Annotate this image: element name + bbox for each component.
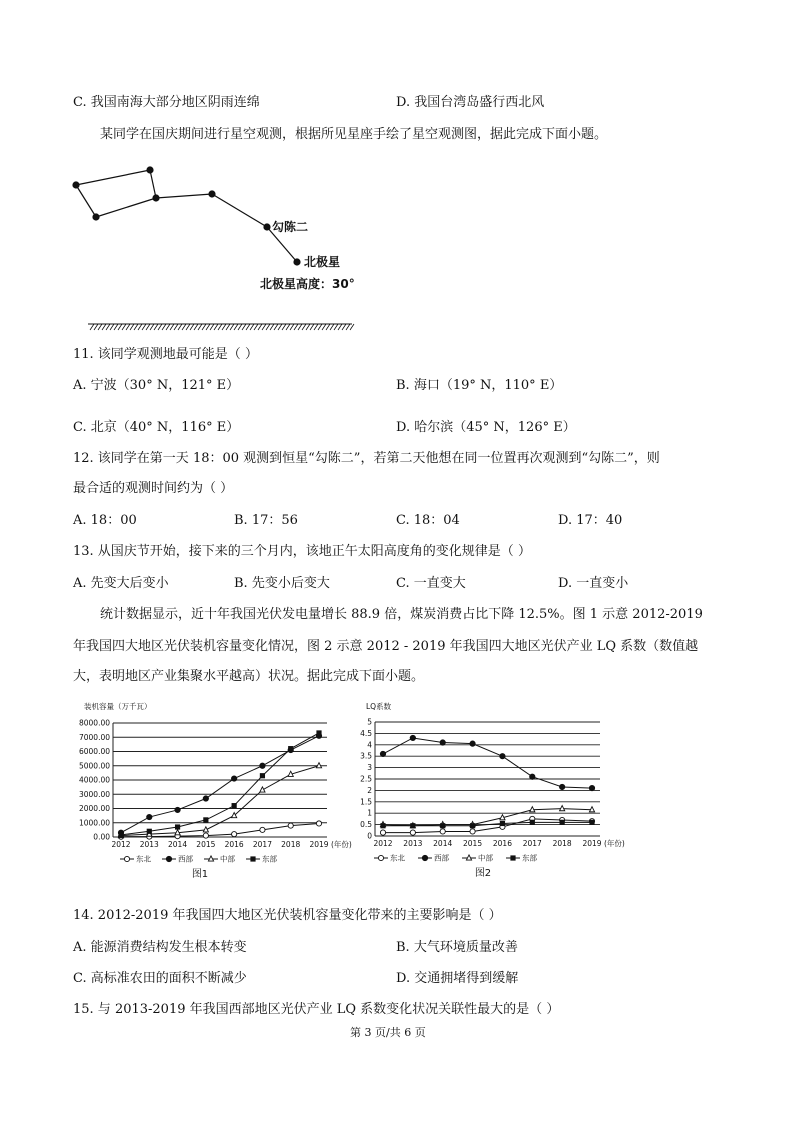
figure-caption: 图1 [191,869,209,880]
q13-stem: 13. 从国庆节开始，接下来的三个月内，该地正午太阳高度角的变化规律是（ ） [73,544,531,559]
q13-option-c: C. 一直变大 [396,576,466,591]
legend-item [246,854,277,864]
hatch-mark [150,324,154,330]
hatch-mark [318,324,322,330]
hatch-mark [102,324,106,330]
data-point [560,806,565,811]
x-tick-label: 2016 [224,840,244,849]
star-dot-gouchener [264,224,270,230]
hatch-mark [226,324,230,330]
y-tick-label: 6000.00 [78,747,110,756]
star-dot [209,191,215,197]
legend-item [162,854,193,864]
hatch-mark [206,324,210,330]
x-tick-label: 2014 [168,840,188,849]
y-tick-label: 0.5 [360,820,372,830]
y-tick-label: 5 [367,717,372,727]
y-tick-label: 0 [367,831,372,841]
hatch-mark [306,324,310,330]
hatch-mark [286,324,290,330]
label-gouchener: 勾陈二 [272,220,309,234]
star-dot [147,167,153,173]
legend-label: 中部 [220,854,235,864]
x-axis-label: (年份) [331,840,352,849]
x-tick-label: 2014 [433,839,453,848]
q10-option-c: C. 我国南海大部分地区阴雨连绵 [73,95,260,110]
y-tick-label: 2.5 [360,774,372,784]
hatch-mark [298,324,302,330]
legend-item [418,853,449,863]
legend-label: 东部 [262,854,277,864]
data-point [410,823,415,828]
y-tick-label: 4 [367,740,372,750]
hatch-mark [90,324,94,330]
hatch-mark [290,324,294,330]
hatch-mark [314,324,318,330]
hatch-mark [126,324,130,330]
q12-stem-line2: 最合适的观测时间约为（ ） [73,481,234,496]
intro-pv-line1: 统计数据显示，近十年我国光伏发电量增长 88.9 倍，煤炭消费占比下降 12.5%。图 1 示意 2012-2019 [100,607,703,622]
data-point [378,855,383,860]
legend-item [462,853,493,863]
data-point [440,740,445,745]
hatch-mark [138,324,142,330]
y-tick-label: 5000.00 [78,761,110,771]
hatch-mark [122,324,126,330]
data-point [410,830,415,835]
q15-stem: 15. 与 2013-2019 年我国西部地区光伏产业 LQ 系数变化状况关联性最大的是（ ） [73,1002,560,1017]
hatch-mark [98,324,102,330]
hatch-mark [302,324,306,330]
x-tick-label: 2015 [196,840,216,849]
data-point [166,856,171,861]
legend-label: 西部 [434,853,449,863]
hatch-mark [310,324,314,330]
hatch-mark [282,324,286,330]
hatch-mark [130,324,134,330]
star-dot-polaris [294,259,300,265]
data-point [147,829,152,834]
hatch-mark [218,324,222,330]
q13-option-a: A. 先变大后变小 [73,576,169,591]
data-point [530,820,535,825]
x-tick-label: 2013 [139,840,159,849]
legend-item [204,854,235,864]
data-point [500,821,505,826]
data-point [500,754,505,759]
hatch-mark [158,324,162,330]
hatch-mark [262,324,266,330]
legend-label: 东北 [136,854,151,864]
legend-label: 东部 [522,853,537,863]
hatch-mark [178,324,182,330]
legend-item [374,853,405,863]
q10-option-d: D. 我国台湾岛盛行西北风 [396,95,545,110]
y-tick-label: 2000.00 [78,804,110,813]
hatch-mark [106,324,110,330]
q11-option-a: A. 宁波（30° N，121° E） [73,378,240,393]
data-point [288,823,293,828]
hatch-mark [326,324,330,330]
label-polaris: 北极星 [304,255,341,269]
data-point [510,855,515,860]
data-point [440,823,445,828]
data-point [380,830,385,835]
figure1-chart [70,700,352,890]
x-tick-label: 2012 [111,840,131,849]
data-point [203,833,208,838]
q12-option-b: B. 17：56 [234,513,298,528]
y-axis-label: LQ系数 [366,702,392,711]
hatch-mark [110,324,114,330]
hatch-mark [194,324,198,330]
q12-option-d: D. 17：40 [558,513,623,528]
y-tick-label: 8000.00 [78,718,110,728]
data-point [316,730,321,735]
hatch-mark [334,324,338,330]
data-point [470,829,475,834]
data-point [530,774,535,779]
data-point [316,821,321,826]
data-point [250,856,255,861]
hatch-mark [278,324,282,330]
q12-option-c: C. 18：04 [396,513,460,528]
q14-option-a: A. 能源消费结构发生根本转变 [73,940,247,955]
y-tick-label: 3000.00 [78,789,110,799]
star-dot [73,182,79,188]
y-tick-label: 2 [367,785,372,795]
data-point [470,823,475,828]
x-tick-label: 2016 [492,839,512,848]
data-point [410,735,415,740]
hatch-mark [346,324,350,330]
q14-option-c: C. 高标准农田的面积不断减少 [73,971,247,986]
data-point [175,807,180,812]
legend-label: 东北 [390,853,405,863]
q14-option-d: D. 交通拥堵得到缓解 [396,971,519,986]
q12-option-a: A. 18：00 [73,513,137,528]
hatch-mark [202,324,206,330]
series-西部 [380,735,594,790]
data-point [380,751,385,756]
hatch-mark [266,324,270,330]
q13-option-d: D. 一直变小 [558,576,629,591]
q11-option-d: D. 哈尔滨（45° N，126° E） [396,420,576,435]
legend-label: 西部 [178,854,193,864]
data-point [380,823,385,828]
intro-pv-line2: 年我国四大地区光伏装机容量变化情况，图 2 示意 2012 - 2019 年我国四大地区光伏产业 LQ 系数（数值越 [73,639,699,654]
hatch-mark [222,324,226,330]
hatch-mark [254,324,258,330]
hatch-mark [338,324,342,330]
x-tick-label: 2019 [309,840,329,849]
hatch-mark [170,324,174,330]
data-point [589,786,594,791]
y-tick-label: 4.5 [360,728,372,738]
series-东部 [118,730,321,837]
intro-pv-line3: 大，表明地区产业集聚水平越高）状况。据此完成下面小题。 [73,669,425,684]
hatch-mark [270,324,274,330]
figure2-chart [358,700,625,890]
hatch-mark [166,324,170,330]
data-point [232,776,237,781]
intro-star-paragraph: 某同学在国庆期间进行星空观测，根据所见星座手绘了星空观测图，据此完成下面小题。 [100,127,608,142]
hatch-mark [230,324,234,330]
page-footer: 第 3 页/共 6 页 [350,1026,426,1039]
legend-item [506,853,537,863]
figure-caption: 图2 [474,868,492,879]
q14-option-b: B. 大气环境质量改善 [396,940,518,955]
q11-stem: 11. 该同学观测地最可能是（ ） [73,347,258,362]
star-map-figure [60,150,370,340]
data-point [260,827,265,832]
hatch-mark [118,324,122,330]
hatch-mark [350,324,354,330]
hatch-mark [198,324,202,330]
data-point [316,763,321,768]
data-point [288,746,293,751]
hatch-mark [186,324,190,330]
data-point [232,832,237,837]
data-point [203,796,208,801]
hatch-mark [246,324,250,330]
hatch-mark [114,324,118,330]
hatch-mark [214,324,218,330]
hatch-mark [238,324,242,330]
hatch-mark [234,324,238,330]
data-point [147,814,152,819]
x-tick-label: 2013 [403,839,423,848]
hatch-mark [258,324,262,330]
data-point [124,856,129,861]
hatch-mark [250,324,254,330]
hatch-mark [182,324,186,330]
hatch-mark [294,324,298,330]
hatch-mark [330,324,334,330]
x-axis-label: (年份) [604,839,625,848]
data-point [203,817,208,822]
hatch-mark [322,324,326,330]
x-tick-label: 2018 [552,839,572,848]
data-point [260,773,265,778]
label-polaris-altitude: 北极星高度：30° [260,277,355,291]
data-point [440,829,445,834]
y-tick-label: 3.5 [360,751,372,761]
hatch-mark [274,324,278,330]
y-tick-label: 0.00 [93,832,110,842]
data-point [175,824,180,829]
data-point [260,763,265,768]
x-tick-label: 2019 [582,839,602,848]
y-tick-label: 1 [367,808,372,818]
hatch-mark [142,324,146,330]
hatch-mark [154,324,158,330]
x-tick-label: 2017 [252,840,272,849]
q11-option-b: B. 海口（19° N，110° E） [396,378,563,393]
hatch-mark [210,324,214,330]
q14-stem: 14. 2012-2019 年我国四大地区光伏装机容量变化带来的主要影响是（ ） [73,908,502,923]
data-point [589,820,594,825]
hatch-mark [94,324,98,330]
hatch-mark [146,324,150,330]
hatch-mark [162,324,166,330]
y-tick-label: 7000.00 [78,732,110,742]
y-tick-label: 1000.00 [78,818,110,828]
data-point [232,803,237,808]
legend-item [120,854,151,864]
x-tick-label: 2018 [281,840,301,849]
x-tick-label: 2017 [522,839,542,848]
data-point [470,741,475,746]
ground-hatching [90,324,354,330]
data-point [560,784,565,789]
y-tick-label: 1.5 [360,797,372,807]
y-tick-label: 3 [367,763,372,773]
x-tick-label: 2015 [463,839,483,848]
data-point [422,855,427,860]
q11-option-c: C. 北京（40° N，116° E） [73,420,240,435]
data-point [118,832,123,837]
q12-stem-line1: 12. 该同学在第一天 18：00 观测到恒星“勾陈二”，若第二天他想在同一位置再次观测到“勾陈二”，则 [73,451,660,466]
hatch-mark [174,324,178,330]
star-dot [153,195,159,201]
x-tick-label: 2012 [373,839,393,848]
hatch-mark [134,324,138,330]
hatch-mark [242,324,246,330]
series-line [383,738,592,788]
hatch-mark [190,324,194,330]
star-dot [93,214,99,220]
y-axis-label: 装机容量（万千瓦） [84,702,152,711]
q13-option-b: B. 先变小后变大 [234,576,330,591]
hatch-mark [342,324,346,330]
y-tick-label: 4000.00 [78,775,110,785]
legend-label: 中部 [478,853,493,863]
data-point [560,820,565,825]
